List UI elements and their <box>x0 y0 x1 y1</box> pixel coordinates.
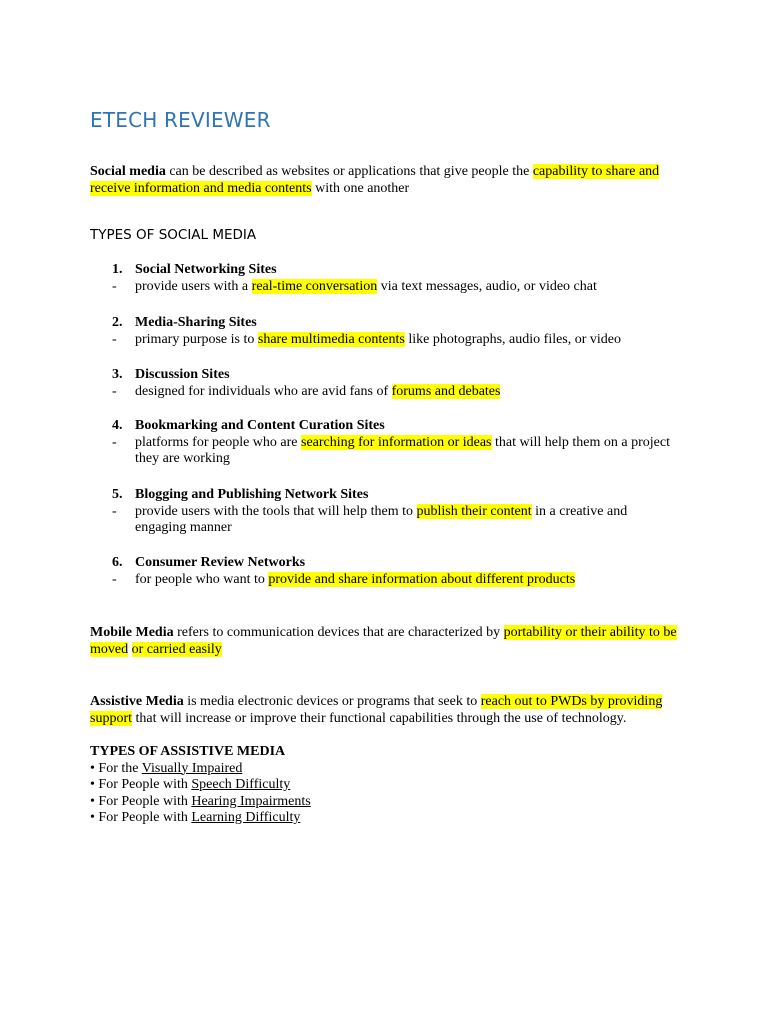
type-item <box>90 487 690 537</box>
item-highlight: forums and debates <box>391 383 501 399</box>
item-number: 1. <box>112 262 123 277</box>
list-item <box>90 810 690 827</box>
types-heading: TYPES OF SOCIAL MEDIA <box>90 227 257 243</box>
assistive-media-highlight: reach out to PWDs by providing support <box>90 694 663 726</box>
item-highlight: real-time conversation <box>251 278 378 294</box>
list-item-text: For People with <box>94 777 192 792</box>
item-title: Discussion Sites <box>135 367 230 382</box>
item-number: 2. <box>112 315 123 330</box>
social-media-text: can be described as websites or applications that give people the <box>165 164 533 179</box>
social-media-term: Social media <box>90 164 166 179</box>
item-title: Media-Sharing Sites <box>135 315 257 330</box>
item-text: provide users with the tools that will help them to <box>135 503 417 519</box>
item-number: 3. <box>112 367 123 382</box>
dash-marker: - <box>112 278 117 294</box>
list-item <box>90 777 690 794</box>
item-title: Social Networking Sites <box>135 262 277 277</box>
item-text-end: like photographs, audio files, or video <box>404 331 622 347</box>
type-item <box>90 418 690 468</box>
item-number: 5. <box>112 487 123 502</box>
assistive-types-list <box>90 744 690 827</box>
mobile-media-definition <box>90 625 690 658</box>
dash-marker: - <box>112 571 117 587</box>
item-title: Consumer Review Networks <box>135 555 306 570</box>
assistive-media-text-end: that will increase or improve their functional capabilities through the use of technology. <box>132 710 627 726</box>
type-item <box>90 262 690 295</box>
bullet-marker: • <box>90 810 95 825</box>
item-text-end: in a creative and engaging manner <box>135 503 628 535</box>
assistive-media-term: Assistive Media <box>90 694 184 709</box>
list-item-text: For People with <box>94 793 192 809</box>
list-item <box>90 794 690 811</box>
item-highlight: share multimedia contents <box>257 331 405 347</box>
type-item <box>90 555 690 588</box>
social-media-text-end: with one another <box>311 180 410 196</box>
assistive-types-heading: TYPES OF ASSISTIVE MEDIA <box>90 744 286 759</box>
item-number: 4. <box>112 418 123 433</box>
list-item-underlined: Speech Difficulty <box>191 777 291 792</box>
item-number: 6. <box>112 555 123 570</box>
mobile-media-highlight: portability or their ability to be moved <box>90 625 677 657</box>
dash-marker: - <box>112 331 117 347</box>
type-item <box>90 367 690 400</box>
item-text: provide users with a <box>135 278 252 294</box>
item-text: for people who want to <box>135 571 269 587</box>
item-highlight: publish their content <box>416 503 532 519</box>
bullet-marker: • <box>90 793 95 809</box>
list-item-underlined: Hearing Impairments <box>191 793 311 809</box>
list-item-text: For People with <box>94 810 192 825</box>
item-text-end: via text messages, audio, or video chat <box>377 278 597 294</box>
list-item-underlined: Visually Impaired <box>141 760 243 776</box>
item-text: primary purpose is to <box>135 331 258 347</box>
item-text: designed for individuals who are avid fans of <box>135 383 392 399</box>
mobile-media-highlight-2: or carried easily <box>131 641 222 657</box>
mobile-media-text: refers to communication devices that are characterized by <box>173 625 504 640</box>
social-media-highlight: capability to share and receive information and media contents <box>90 164 660 196</box>
type-item <box>90 315 690 348</box>
item-highlight: searching for information or ideas <box>301 434 492 450</box>
assistive-media-definition <box>90 694 690 727</box>
mobile-media-term: Mobile Media <box>90 625 174 640</box>
list-item-text: For the <box>94 760 142 776</box>
item-text: platforms for people who are <box>135 434 301 450</box>
list-item <box>90 761 690 778</box>
item-text-end: that will help them on a project they are working <box>135 434 670 466</box>
social-media-definition <box>90 164 690 197</box>
bullet-marker: • <box>90 760 95 776</box>
dash-marker: - <box>112 503 117 519</box>
bullet-marker: • <box>90 777 95 792</box>
list-item-underlined: Learning Difficulty <box>191 810 301 825</box>
dash-marker: - <box>112 434 117 450</box>
document-title: ETECH REVIEWER <box>90 108 271 132</box>
item-title: Blogging and Publishing Network Sites <box>135 487 369 502</box>
item-title: Bookmarking and Content Curation Sites <box>135 418 385 433</box>
assistive-media-text: is media electronic devices or programs that seek to <box>183 694 481 709</box>
dash-marker: - <box>112 383 117 399</box>
item-highlight: provide and share information about different products <box>268 571 576 587</box>
